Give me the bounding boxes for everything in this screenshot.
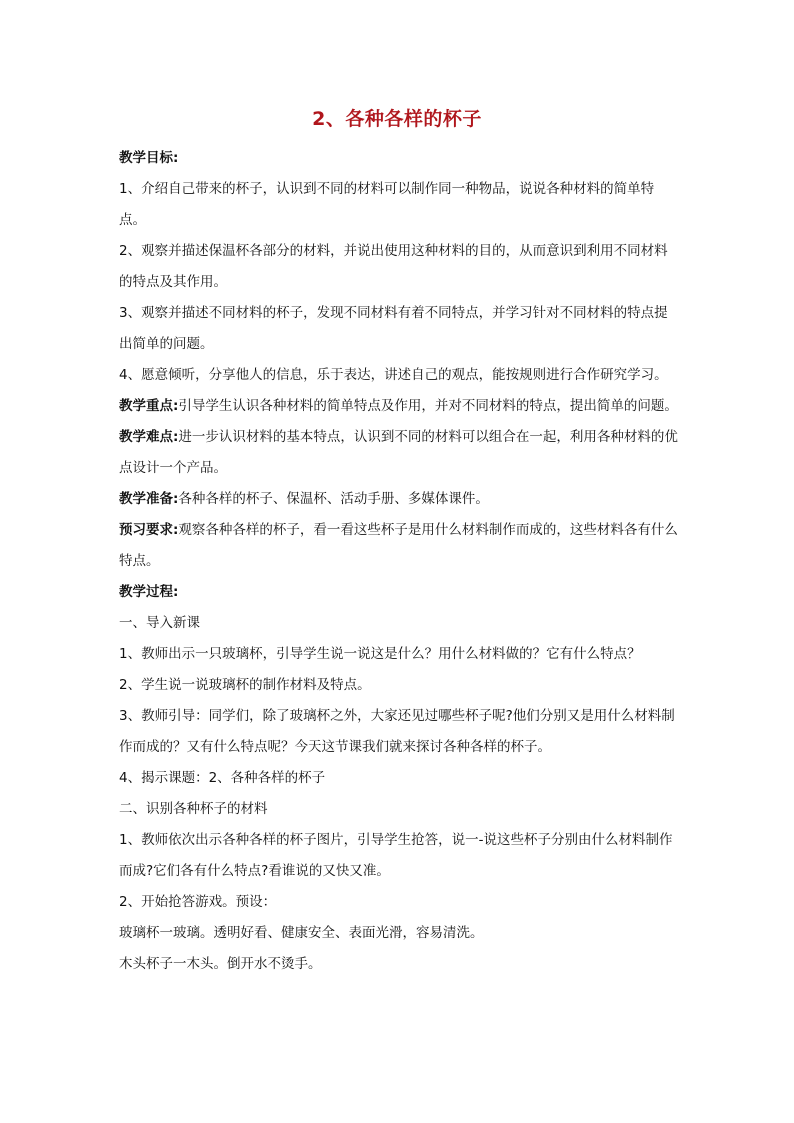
document-title: 2、各种各样的杯子 <box>312 108 482 130</box>
preparation-paragraph <box>119 484 679 515</box>
goal-item-2: 2、观察并描述保温杯各部分的材料，并说出使用这种材料的目的，从而意识到利用不同材料的特点及其作用。 <box>119 243 668 290</box>
section-2-item-4: 木头杯子一木头。倒开水不烫手。 <box>119 956 322 972</box>
difficulty-paragraph <box>119 422 679 484</box>
preview-text: 观察各种各样的杯子，看一看这些杯子是用什么材料制作而成的，这些材料各有什么特点。 <box>119 522 678 569</box>
section-heading-2: 二、识别各种杯子的材料 <box>119 801 268 817</box>
difficulty-label: 教学难点: <box>119 429 179 445</box>
section-1-item-3: 3、教师引导：同学们，除了玻璃杯之外，大家还见过哪些杯子呢?他们分别又是用什么材料制作而成的？又有什么特点呢？今天这节课我们就来探讨各种各样的杯子。 <box>119 708 675 755</box>
section-2-item-3: 玻璃杯一玻璃。透明好看、健康安全、表面光滑，容易清洗。 <box>119 925 484 941</box>
key-points-text: 引导学生认识各种材料的简单特点及作用，并对不同材料的特点，提出简单的问题。 <box>178 398 678 414</box>
preparation-text: 各种各样的杯子、保温杯、活动手册、多媒体课件。 <box>178 491 489 507</box>
section-1-item-4: 4、揭示课题：2、各种各样的杯子 <box>119 770 326 786</box>
goal-item-3: 3、观察并描述不同材料的杯子，发现不同材料有着不同特点，并学习针对不同材料的特点提出简单的问题。 <box>119 305 668 352</box>
preview-paragraph <box>119 515 679 577</box>
key-points-label: 教学重点: <box>119 398 179 414</box>
preview-label: 预习要求: <box>119 522 179 538</box>
key-points-paragraph <box>119 391 679 422</box>
section-1-item-2: 2、学生说一说玻璃杯的制作材料及特点。 <box>119 677 371 693</box>
section-1-item-1: 1、教师出示一只玻璃杯，引导学生说一说这是什么？用什么材料做的？它有什么特点？ <box>119 646 641 662</box>
goal-item-4: 4、愿意倾听，分享他人的信息，乐于表达，讲述自己的观点，能按规则进行合作研究学习。 <box>119 367 668 383</box>
difficulty-text: 进一步认识材料的基本特点，认识到不同的材料可以组合在一起，利用各种材料的优点设计一个产品。 <box>119 429 678 476</box>
section-2-item-2: 2、开始抢答游戏。预设： <box>119 894 277 910</box>
document-body <box>119 143 679 980</box>
goal-item-1: 1、介绍自己带来的杯子，认识到不同的材料可以制作同一种物品，说说各种材料的简单特点。 <box>119 181 655 228</box>
heading-teaching-goals: 教学目标: <box>119 150 179 166</box>
section-2-item-1: 1、教师依次出示各种各样的杯子图片，引导学生抢答，说一-说这些杯子分别由什么材料制作而成?它们各有什么特点?看谁说的又快又准。 <box>119 832 673 879</box>
section-heading-1: 一、导入新课 <box>119 615 200 631</box>
heading-teaching-process: 教学过程: <box>119 584 179 600</box>
preparation-label: 教学准备: <box>119 491 179 507</box>
